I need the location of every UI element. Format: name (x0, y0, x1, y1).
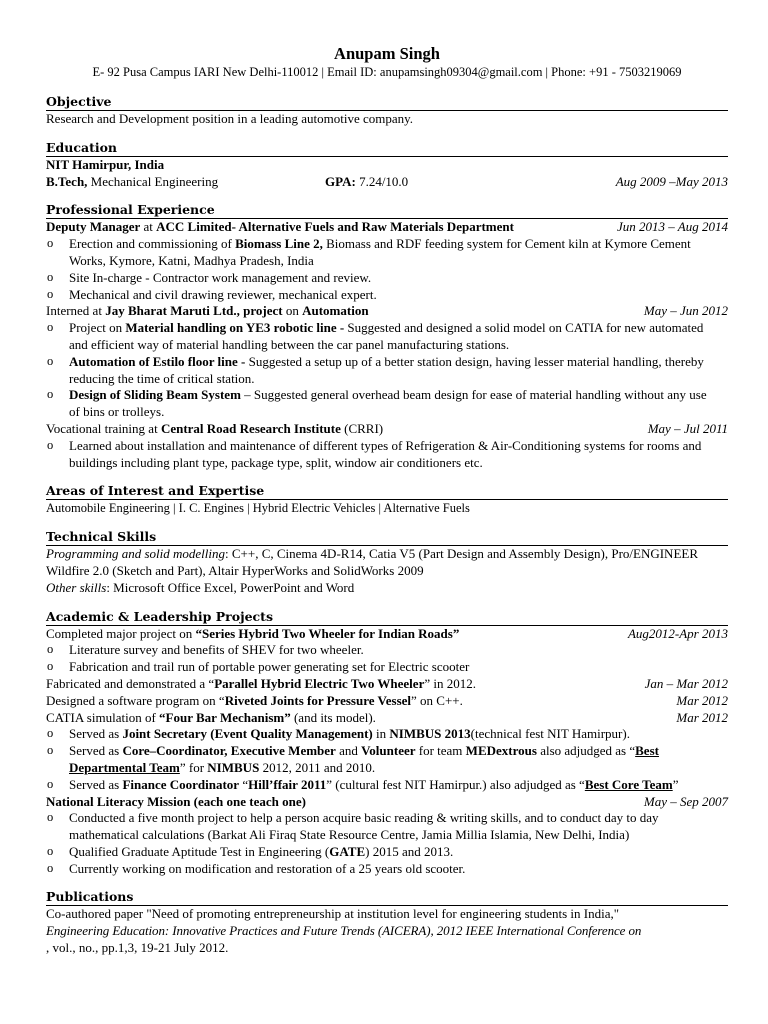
bullet-text: ” (cultural fest NIT Hamirpur.) also adjudged as “ (326, 776, 585, 792)
bullet-emphasis: MEDextrous (465, 743, 537, 759)
list-item (46, 726, 728, 743)
publication-line: Co-authored paper "Need of promoting entrepreneurship at institution level for engineering students in India," (46, 906, 620, 922)
job-date: Jun 2013 – Aug 2014 (617, 219, 728, 235)
bullet-text: Biomass and RDF feeding system for Cement kiln at Kymore Cement Works, Kymore, Katni, Madhya Pradesh, India (69, 236, 691, 268)
project-text: CATIA simulation of (46, 709, 160, 725)
bullet-emphasis: Hill’ffair 2011 (248, 776, 327, 792)
skills-other (46, 580, 728, 597)
bullet-emphasis: Best Departmental Team (69, 743, 659, 775)
training-date: May – Jul 2011 (647, 420, 728, 436)
bullet-text: Mechanical and civil drawing reviewer, mechanical expert. (69, 286, 377, 302)
bullet-emphasis: Joint Secretary (Event Quality Management) (122, 726, 373, 742)
bullet-text: Served as (69, 743, 123, 759)
project-title: Parallel Hybrid Electric Two Wheeler (214, 675, 425, 691)
list-item (46, 861, 728, 878)
project-text: Fabricated and demonstrated a “ (46, 675, 215, 691)
section-heading-publications: Publications (46, 889, 728, 906)
bullet-text: Suggested a setup up of a better station design, having lesser material handling, thereby reducing the time of critical station. (69, 353, 704, 386)
internship-company: Jay Bharat Maruti Ltd., project (105, 303, 283, 319)
bullet-text: Project on (69, 320, 126, 336)
bullet-text: Learned about installation and maintenance of different types of Refrigeration & Air-Conditioning systems for rooms and buildings including plant type, package type, split, window air conditioners etc. (69, 437, 702, 470)
project-text: (and its model). (290, 709, 376, 725)
bullet-text: Qualified Graduate Aptitude Test in Engineering ( (69, 843, 330, 859)
section-heading-experience: Professional Experience (46, 202, 728, 219)
section-heading-projects: Academic & Leadership Projects (46, 609, 728, 626)
interests-text: Automobile Engineering | I. C. Engines | Hybrid Electric Vehicles | Alternative Fuels (46, 501, 470, 516)
project-title: Riveted Joints for Pressure Vessel (224, 692, 412, 708)
project-date: Mar 2012 (676, 692, 728, 708)
internship-line (46, 303, 728, 320)
objective-text: Research and Development position in a leading automotive company. (46, 111, 414, 126)
bullet-emphasis: NIMBUS (207, 759, 260, 775)
job-title-line (46, 219, 728, 236)
bullet-emphasis: GATE (329, 843, 366, 859)
list-item (46, 438, 728, 472)
bullet-icon: o (47, 353, 54, 368)
bullet-icon: o (47, 843, 54, 858)
bullet-emphasis: Finance Coordinator (122, 776, 240, 792)
section-heading-objective: Objective (46, 94, 728, 111)
section-heading-education: Education (46, 140, 728, 157)
training-pre: Vocational training at (46, 420, 161, 436)
skills-text: : Microsoft Office Excel, PowerPoint and Word (106, 579, 355, 595)
bullet-text: Site In-charge - Contractor work management and review. (69, 269, 372, 285)
bullet-icon: o (47, 642, 54, 657)
project-title: “Four Bar Mechanism” (159, 709, 291, 725)
bullet-icon: o (47, 726, 54, 741)
bullet-text: 2012, 2011 and 2010. (259, 759, 376, 775)
bullet-text: in (372, 726, 390, 742)
bullet-text: Suggested and designed a solid model on CATIA for new automated and efficient way of material handling between the car panel manufacturing stations. (69, 320, 704, 352)
bullet-text: for team (415, 743, 466, 759)
list-item (46, 642, 728, 659)
bullet-text: Erection and commissioning of (69, 236, 236, 252)
education-institute: NIT Hamirpur, India (46, 156, 165, 172)
project-line (46, 626, 728, 643)
bullet-text: Served as (69, 776, 123, 792)
bullet-icon: o (47, 860, 54, 875)
skills-text: : C++, C, Cinema 4D-R14, Catia V5 (Part Design and Assembly Design), Pro/ENGINEER Wildfire 2.0 (Sketch and Part), Altair HyperWorks and SolidWorks 2009 (46, 546, 698, 578)
bullet-text: “ (239, 776, 249, 792)
bullet-text: Currently working on modification and restoration of a 25 years old scooter. (69, 860, 466, 876)
bullet-text: also adjudged as “ (536, 743, 636, 759)
list-item (46, 810, 728, 844)
job-at: at (140, 219, 157, 235)
bullet-text: and (335, 743, 362, 759)
publication-details: , vol., no., pp.1,3, 19-21 July 2012. (46, 940, 229, 956)
bullet-text: Literature survey and benefits of SHEV for two wheeler. (69, 642, 364, 658)
bullet-text: (technical fest NIT Hamirpur). (470, 726, 630, 742)
bullet-emphasis: Core–Coordinator, Executive Member (122, 743, 336, 759)
bullet-emphasis: NIMBUS 2013 (389, 726, 471, 742)
bullet-text: Served as (69, 726, 123, 742)
bullet-icon: o (47, 437, 54, 452)
bullet-text: Conducted a five month project to help a person acquire basic reading & writing skills, and to conduct day to day mathematical calculations (Barkat Ali Firaq State Resource Centre, Jamia Millia Islamia, New Delhi, India) (69, 810, 659, 843)
bullet-icon: o (47, 286, 54, 301)
gpa-label: GPA: (325, 173, 356, 189)
resume-page (46, 44, 728, 957)
bullet-emphasis: Biomass Line 2, (235, 236, 323, 252)
training-company: Central Road Research Institute (160, 420, 341, 436)
project-date: Jan – Mar 2012 (644, 675, 728, 691)
list-item (46, 844, 728, 861)
bullet-text: ) 2015 and 2013. (365, 843, 454, 859)
bullet-emphasis: Design of Sliding Beam System (69, 387, 241, 403)
internship-project: Automation (302, 303, 369, 319)
project-line (46, 693, 728, 710)
bullet-emphasis: Volunteer (361, 743, 416, 759)
candidate-name: Anupam Singh (334, 44, 440, 63)
list-item (46, 354, 728, 388)
education-date: Aug 2009 –May 2013 (615, 173, 728, 189)
list-item (46, 743, 728, 777)
list-item (46, 777, 728, 794)
project-text: Completed major project on (46, 625, 196, 641)
branch: Mechanical Engineering (87, 173, 219, 189)
degree: B.Tech, (46, 173, 88, 189)
job-company: ACC Limited- Alternative Fuels and Raw Materials Department (156, 219, 514, 235)
project-date: Mar 2012 (676, 709, 728, 725)
bullet-icon: o (47, 269, 54, 284)
internship-on: on (282, 303, 303, 319)
list-item (46, 270, 728, 287)
section-heading-interests: Areas of Interest and Expertise (46, 483, 728, 500)
bullet-emphasis: Automation of Estilo floor line - (69, 353, 246, 369)
project-line (46, 676, 728, 693)
bullet-text: Fabrication and trail run of portable power generating set for Electric scooter (69, 659, 470, 675)
bullet-text: – Suggested general overhead beam design for ease of material handling without any use of bins or trolleys. (69, 387, 707, 420)
skills-label: Other skills (46, 579, 107, 595)
nlm-date: May – Sep 2007 (643, 793, 728, 809)
publication-venue: Engineering Education: Innovative Practices and Future Trends (AICERA), 2012 IEEE International Conference on (46, 923, 642, 939)
bullet-icon: o (47, 810, 54, 825)
list-item (46, 287, 728, 304)
project-line (46, 710, 728, 727)
bullet-icon: o (47, 236, 54, 251)
section-heading-skills: Technical Skills (46, 529, 728, 546)
bullet-icon: o (47, 776, 54, 791)
training-line (46, 421, 728, 438)
internship-date: May – Jun 2012 (643, 303, 728, 319)
bullet-text: ” (672, 776, 679, 792)
nlm-line (46, 794, 728, 811)
list-item (46, 320, 728, 354)
project-text: ” in 2012. (424, 675, 476, 691)
training-post: (CRRI) (340, 420, 384, 436)
project-text: Designed a software program on “ (46, 692, 225, 708)
gpa-value: 7.24/10.0 (355, 173, 409, 189)
internship-pre: Interned at (46, 303, 106, 319)
list-item (46, 236, 728, 270)
bullet-emphasis: Material handling on YE3 robotic line - (125, 320, 345, 336)
nlm-title: National Literacy Mission (each one teach one) (46, 793, 306, 809)
education-degree-line (46, 174, 728, 191)
skills-programming (46, 546, 728, 580)
contact-line: E- 92 Pusa Campus IARI New Delhi-110012 | Email ID: anupamsingh09304@gmail.com | Phone: +91 - 7503219069 (92, 65, 682, 79)
list-item (46, 387, 728, 421)
bullet-icon: o (47, 659, 54, 674)
list-item (46, 659, 728, 676)
job-title: Deputy Manager (46, 219, 141, 235)
bullet-emphasis: Best Core Team (584, 776, 673, 792)
bullet-icon: o (47, 387, 54, 402)
project-text: ” on C++. (411, 692, 463, 708)
skills-label: Programming and solid modelling (46, 546, 225, 562)
project-date: Aug2012-Apr 2013 (627, 625, 728, 641)
bullet-text: ” for (179, 759, 208, 775)
bullet-icon: o (47, 743, 54, 758)
project-title: “Series Hybrid Two Wheeler for Indian Roads” (195, 625, 460, 641)
gpa (325, 174, 408, 191)
bullet-icon: o (47, 320, 54, 335)
